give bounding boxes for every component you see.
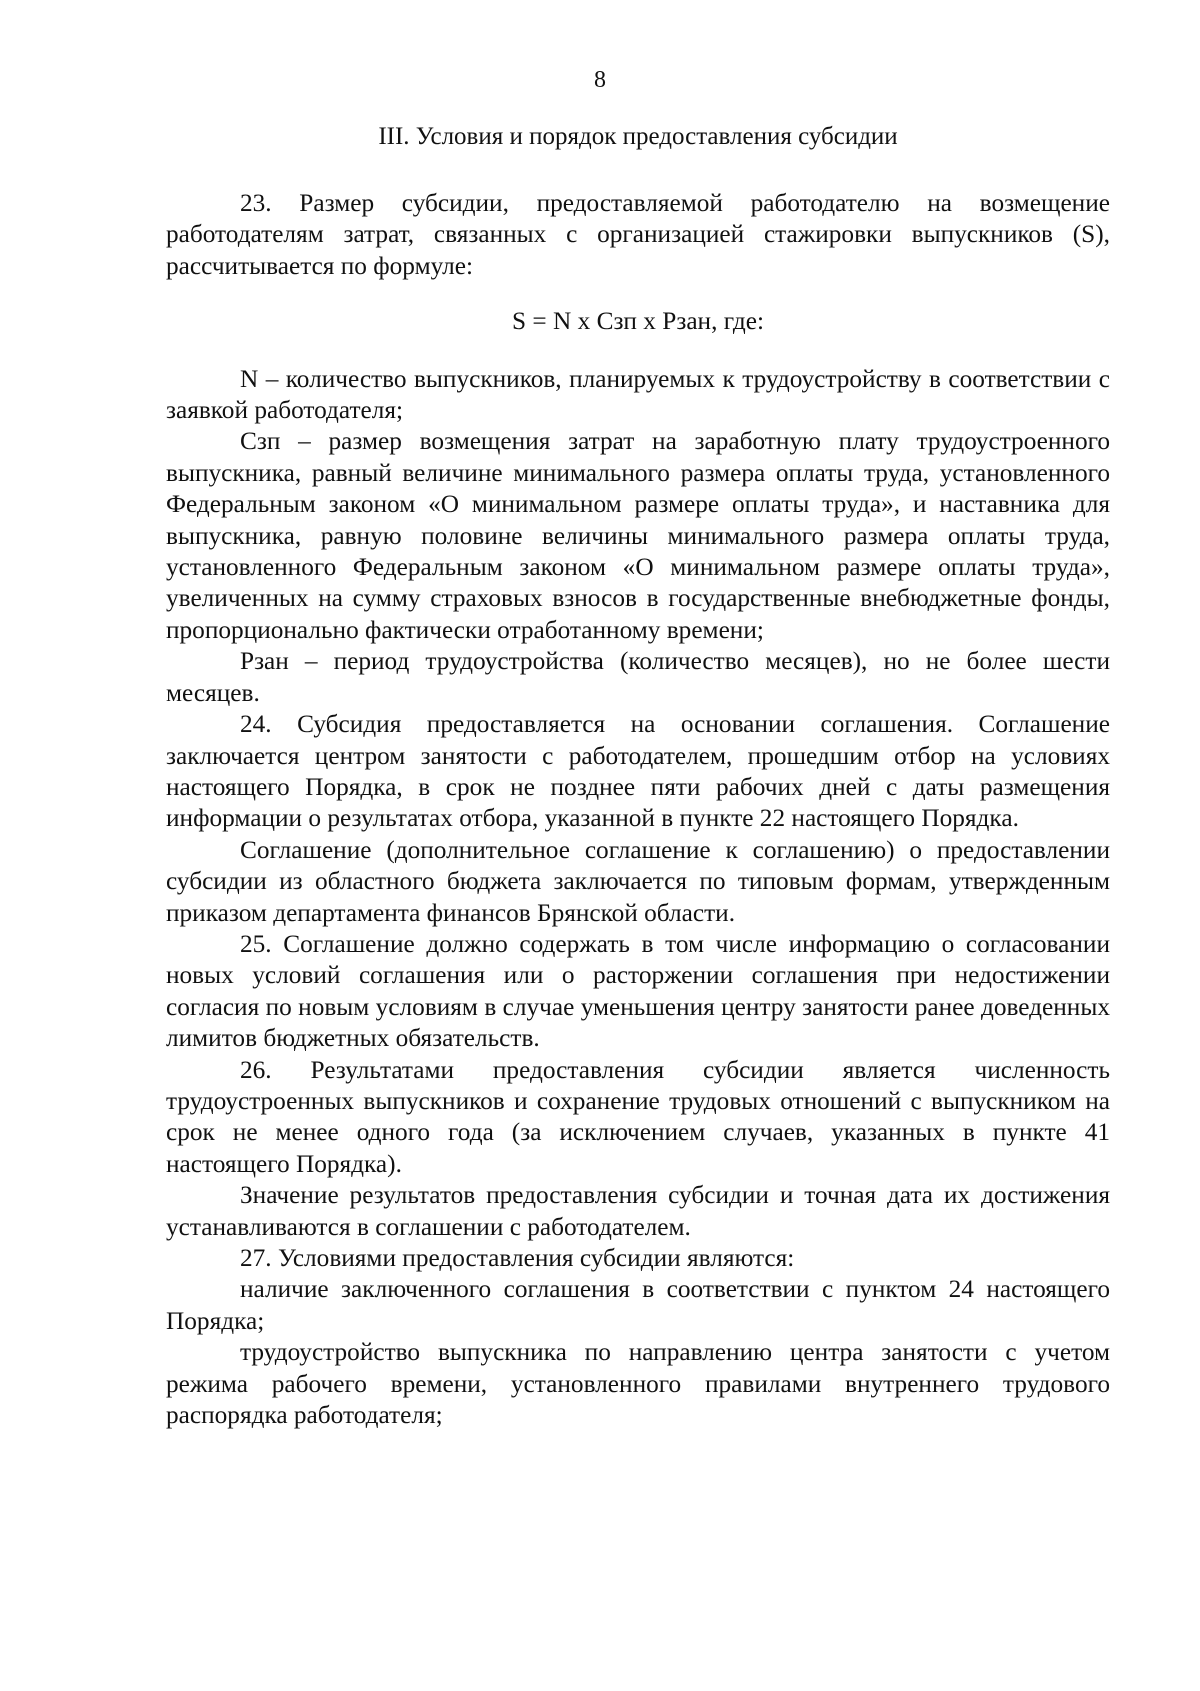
formula: S = N х Сзп х Рзан, где:: [512, 307, 764, 336]
section-title: III. Условия и порядок предоставления субсидии: [378, 123, 898, 150]
paragraph-27: 27. Условиями предоставления субсидии являются:: [240, 1244, 795, 1272]
definition-szp: Сзп – размер возмещения затрат на заработную плату трудоустроенного выпускника, равный величине минимального размера оплаты труда, установленного Федеральным законом «О минимальном размере оплаты труда», и наставника для выпускника, равную половине величины минимального размера оплаты труда, установленного Федеральным законом «О минимальном размере оплаты труда», увеличенных на сумму страховых взносов в государственные внебюджетные фонды, пропорционально фактически отработанному времени;: [166, 427, 1110, 644]
paragraph-24-agreement: Соглашение (дополнительное соглашение к соглашению) о предоставлении субсидии из областного бюджета заключается по типовым формам, утвержденным приказом департамента финансов Брянской области.: [166, 835, 1110, 927]
definition-rzan: Рзан – период трудоустройства (количество месяцев), но не более шести месяцев.: [166, 647, 1110, 707]
page-number: 8: [594, 67, 606, 93]
document-body: [166, 188, 1110, 1431]
paragraph-26-results: Значение результатов предоставления субсидии и точная дата их достижения устанавливаются в соглашении с работодателем.: [166, 1181, 1110, 1241]
paragraph-25: 25. Соглашение должно содержать в том числе информацию о согласовании новых условий соглашения или о расторжении соглашения при недостижении согласия по новым условиям в случае уменьшения центру занятости ранее доведенных лимитов бюджетных обязательств.: [166, 929, 1110, 1053]
paragraph-26: 26. Результатами предоставления субсидии является численность трудоустроенных выпускников и сохранение трудовых отношений с выпускником на срок не менее одного года (за исключением случаев, указанных в пункте 41 настоящего Порядка).: [166, 1055, 1110, 1178]
definition-n: N – количество выпускников, планируемых к трудоустройству в соответствии с заявкой работодателя;: [166, 364, 1110, 425]
condition-agreement: наличие заключенного соглашения в соответствии с пунктом 24 настоящего Порядка;: [166, 1275, 1110, 1335]
condition-employment: трудоустройство выпускника по направлению центра занятости с учетом режима рабочего времени, установленного правилами внутреннего трудового распорядка работодателя;: [166, 1338, 1110, 1430]
paragraph-24: 24. Субсидия предоставляется на основании соглашения. Соглашение заключается центром занятости с работодателем, прошедшим отбор на условиях настоящего Порядка, в срок не позднее пяти рабочих дней с даты размещения информации о результатах отбора, указанной в пункте 22 настоящего Порядка.: [166, 710, 1110, 833]
paragraph-23: 23. Размер субсидии, предоставляемой работодателю на возмещение работодателям затрат, связанных с организацией стажировки выпускников (S), рассчитывается по формуле:: [166, 189, 1110, 280]
